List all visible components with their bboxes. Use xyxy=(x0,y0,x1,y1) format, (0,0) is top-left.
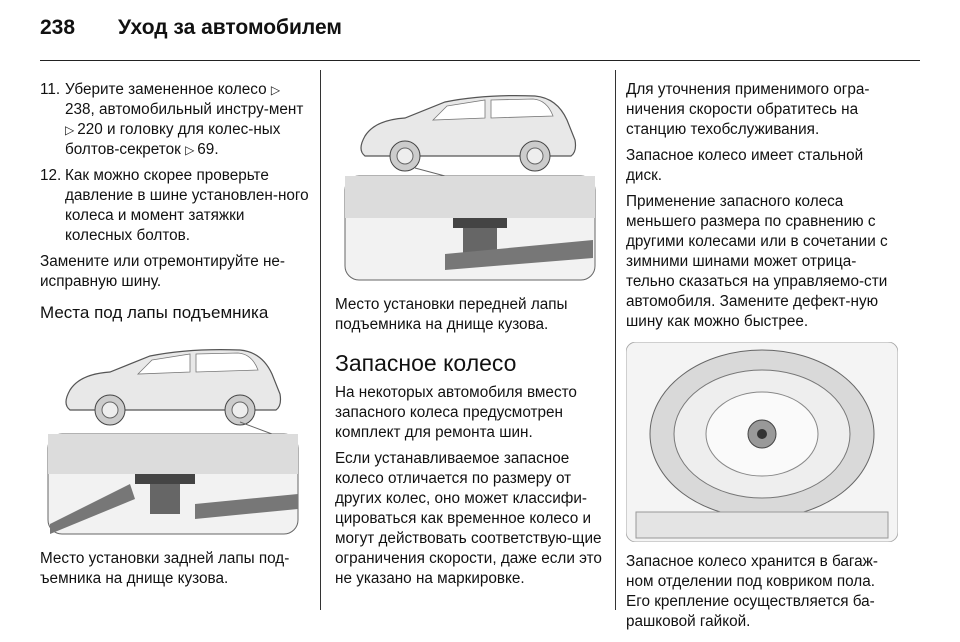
list-item xyxy=(40,80,310,160)
item-text: Как можно скорее проверьте давление в шине установлен-ного колеса и момент затяжки колесных болтов. xyxy=(65,167,309,244)
paragraph: Применение запасного колеса меньшего размера по сравнению с другими колесами или в сочетании с зимними шинами может отрица-тельно сказаться на управляемо-сти автомобиля. Замените дефект-ную шину как можно быстрее. xyxy=(626,193,888,330)
column-middle xyxy=(335,80,610,595)
spare-wheel-figure xyxy=(626,342,898,542)
triangle-right-icon: ▷ xyxy=(270,83,281,97)
item-number: 12. xyxy=(40,167,62,184)
page-header xyxy=(40,16,342,50)
page-number: 238 xyxy=(40,16,76,39)
section-heading: Запасное колесо xyxy=(335,350,517,376)
header-rule xyxy=(40,60,920,61)
figure-caption: Место установки передней лапы подъемника на днище кузова. xyxy=(335,296,568,333)
page-title: Уход за автомобилем xyxy=(118,16,342,39)
section-heading: Места под лапы подъемника xyxy=(40,303,269,322)
paragraph: Если устанавливаемое запасное колесо отличается по размеру от других колес, оно может классифи-цироваться как временное колесо и могут действовать соответствую-щие ограничения скорости, даже если это не указано на маркировке. xyxy=(335,450,602,587)
front-lift-illustration xyxy=(335,80,600,285)
paragraph: Замените или отремонтируйте не-исправную шину. xyxy=(40,253,286,290)
figure-caption: Запасное колесо хранится в багаж-ном отделении под ковриком пола. Его крепление осуществляется ба-рашковой гайкой. xyxy=(626,553,878,630)
list-item xyxy=(40,166,310,246)
column-divider xyxy=(615,70,616,610)
paragraph: Запасное колесо имеет стальной диск. xyxy=(626,147,864,184)
item-number: 11. xyxy=(40,81,61,98)
spare-wheel-illustration xyxy=(626,342,898,542)
column-divider xyxy=(320,70,321,610)
triangle-right-icon: ▷ xyxy=(65,123,75,137)
page-ref-link[interactable]: 69 xyxy=(197,141,215,158)
column-right xyxy=(626,80,902,638)
item-text: Уберите замененное колесо ▷238, автомобильный инстру-мент ▷ 220 и головку для колес-ных болтов-секреток ▷ 69. xyxy=(65,81,304,158)
page-ref-link[interactable]: 238 xyxy=(65,101,91,118)
front-lift-figure xyxy=(335,80,600,285)
rear-lift-figure xyxy=(40,334,302,539)
column-left xyxy=(40,80,310,595)
page-ref-link[interactable]: 220 xyxy=(77,121,103,138)
rear-lift-illustration xyxy=(40,334,302,539)
figure-caption: Место установки задней лапы под-ъемника на днище кузова. xyxy=(40,550,290,587)
paragraph: Для уточнения применимого огра-ничения скорости обратитесь на станцию техобслуживания. xyxy=(626,81,870,138)
paragraph: На некоторых автомобиля вместо запасного колеса предусмотрен комплект для ремонта шин. xyxy=(335,384,577,441)
triangle-right-icon: ▷ xyxy=(185,143,195,157)
